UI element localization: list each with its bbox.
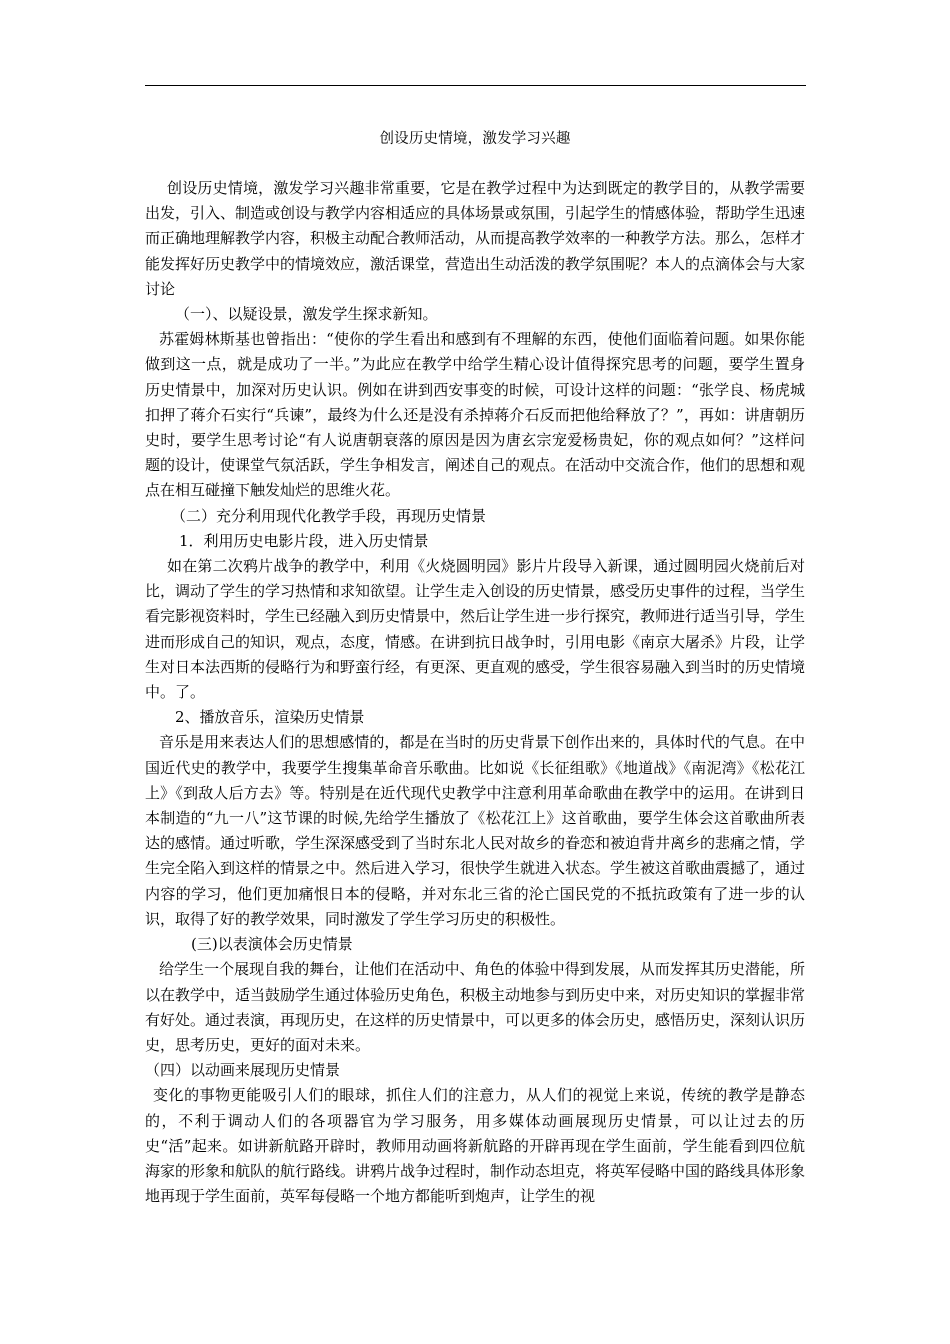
section-heading-4: （四）以动画来展现历史情景 — [145, 1061, 341, 1080]
paragraph-section-3: 给学生一个展现自我的舞台，让他们在活动中、角色的体验中得到发展，从而发挥其历史潜能，所以在教学中，适当鼓励学生通过体验历史角色，积极主动地参与到历史中来，对历史知识的掌握非常有好处。通过表演，再现历史，在这样的历史情景中，可以更多的体会历史，感悟历史，深刻认识历史，思考历史，更好的面对未来。 — [145, 960, 806, 1054]
header-rule — [145, 85, 806, 86]
paragraph-section-4: 变化的事物更能吸引人们的眼球，抓住人们的注意力，从人们的视觉上来说，传统的教学是静态的，不利于调动人们的各项器官为学习服务，用多媒体动画展现历史情景，可以让过去的历史“活”起来。如讲新航路开辟时，教师用动画将新航路的开辟再现在学生面前，学生能看到四位航海家的形象和航队的航行路线。讲鸦片战争过程时，制作动态坦克，将英军侵略中国的路线具体形象地再现于学生面前，英军每侵略一个地方都能听到炮声，让学生的视 — [145, 1086, 806, 1206]
document-body — [145, 176, 805, 1209]
paragraph-section-2-1: 如在第二次鸦片战争的教学中，利用《火烧圆明园》影片片段导入新课，通过圆明园火烧前后对比，调动了学生的学习热情和求知欲望。让学生走入创设的历史情景，感受历史事件的过程，当学生看完影视资料时，学生已经融入到历史情景中，然后让学生进一步行探究，教师进行适当引导，学生进而形成自己的知识，观点，态度，情感。在讲到抗日战争时，引用电影《南京大屠杀》片段，让学生对日本法西斯的侵略行为和野蛮行经，有更深、更直观的感受，学生很容易融入到当时的历史情境中。了。 — [145, 557, 806, 702]
paragraph-intro: 创设历史情境，激发学习兴趣非常重要，它是在教学过程中为达到既定的教学目的，从教学需要出发，引入、制造或创设与教学内容相适应的具体场景或氛围，引起学生的情感体验，帮助学生迅速而正确地理解教学内容，积极主动配合教师活动，从而提高教学效率的一种教学方法。那么，怎样才能发挥好历史教学中的情境效应，激活课堂，营造出生动活泼的教学氛围呢？本人的点滴体会与大家讨论 — [145, 179, 806, 298]
paragraph-section-2-2: 音乐是用来表达人们的思想感情的，都是在当时的历史背景下创作出来的，具体时代的气息。在中国近代史的教学中，我要学生搜集革命音乐歌曲。比如说《长征组歌》《地道战》《南泥湾》《松花江上》《到敌人后方去》等。特别是在近代现代史教学中注意利用革命歌曲在教学中的运用。在讲到日本制造的“九一八”这节课的时候,先给学生播放了《松花江上》这首歌曲，要学生体会这首歌曲所表达的感情。通过听歌，学生深深感受到了当时东北人民对故乡的眷恋和被迫背井离乡的悲痛之情，学生完全陷入到这样的情景之中。然后进入学习，很快学生就进入状态。学生被这首歌曲震撼了，通过内容的学习，他们更加痛恨日本的侵略，并对东北三省的沦亡国民党的不抵抗政策有了进一步的认识，取得了好的教学效果，同时激发了学生学习历史的积极性。 — [145, 733, 806, 928]
section-heading-2: （二）充分利用现代化教学手段，再现历史情景 — [171, 506, 487, 525]
document-title: 创设历史情境，激发学习兴趣 — [379, 131, 571, 147]
section-heading-1: （一）、以疑设景，激发学生探求新知。 — [175, 305, 438, 324]
section-heading-3: (三)以表演体会历史情景 — [191, 935, 353, 954]
subsection-heading-2-2: 2、播放音乐，渲染历史情景 — [175, 708, 365, 727]
paragraph-section-1: 苏霍姆林斯基也曾指出：“使你的学生看出和感到有不理解的东西，使他们面临着问题。如果你能做到这一点，就是成功了一半。”为此应在教学中给学生精心设计值得探究思考的问题，要学生置身历史情景中，加深对历史认识。例如在讲到西安事变的时候，可设计这样的问题：“张学良、杨虎城扣押了蒋介石实行“兵谏”，最终为什么还是没有杀掉蒋介石反而把他给释放了？”，再如：讲唐朝历史时，要学生思考讨论“有人说唐朝衰落的原因是因为唐玄宗宠爱杨贵妃，你的观点如何？”这样问题的设计，使课堂气氛活跃，学生争相发言，阐述自己的观点。在活动中交流合作，他们的思想和观点在相互碰撞下触发灿烂的思维火花。 — [145, 330, 806, 500]
subsection-heading-2-1: 1．利用历史电影片段，进入历史情景 — [179, 531, 429, 550]
